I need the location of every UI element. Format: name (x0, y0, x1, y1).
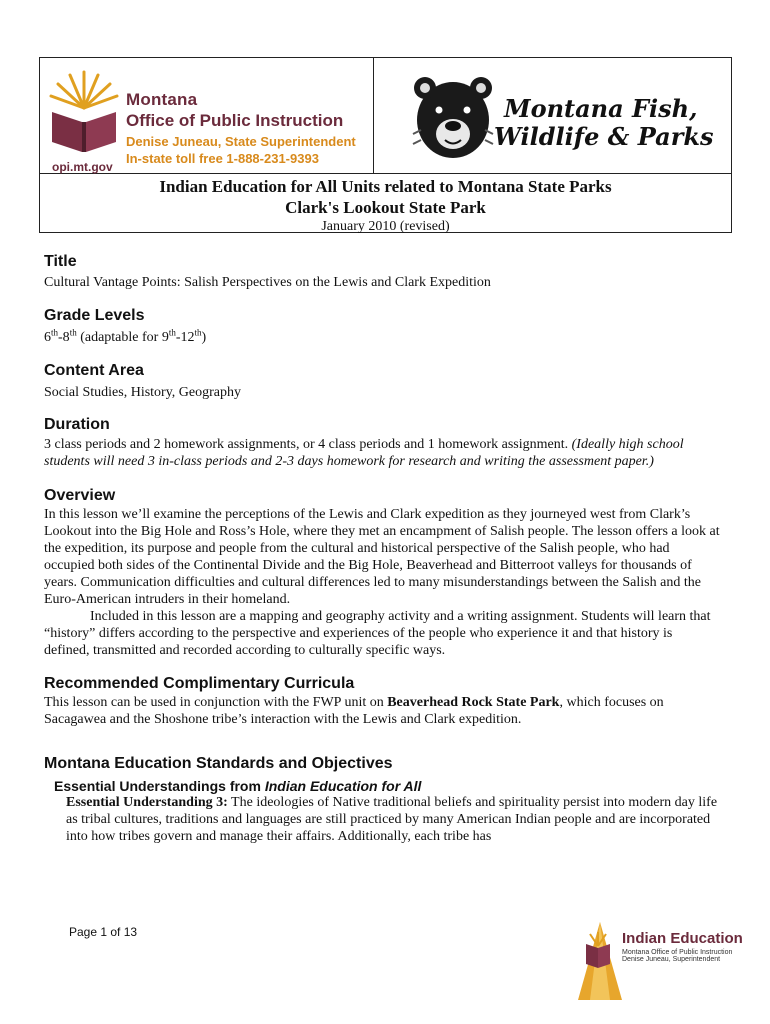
section-heading: Title (44, 253, 77, 270)
ie-subtitle: Montana Office of Public Instruction (622, 949, 733, 956)
section-body: 3 class periods and 2 homework assignments, or 4 class periods and 1 homework assignment. (Ideally high school students will need 3 in-class periods and 2-3 days homework for research and writing the assessment paper.) (44, 437, 684, 469)
section-duration (44, 415, 720, 470)
section-heading: Overview (44, 487, 116, 504)
fwp-line2: Wildlife & Parks (494, 122, 714, 151)
section-title (44, 252, 720, 291)
doc-subtitle: Clark's Lookout State Park (285, 198, 486, 217)
ie-text (622, 930, 743, 963)
doc-date: January 2010 (revised) (321, 219, 450, 234)
section-standards (44, 754, 720, 845)
opi-superintendent: Denise Juneau, State Superintendent (126, 134, 356, 149)
section-heading: Duration (44, 416, 110, 433)
indian-education-logo (574, 916, 744, 1006)
section-heading: Montana Education Standards and Objectives (44, 755, 393, 772)
essential-understanding: Essential Understanding 3: The ideologies of Native traditional beliefs and spirituality persist into modern day life as tribal cultures, traditions and languages are still practiced by many American Indian people and are incorporated into how tribes govern and manage their affairs. Additionally, each tribe has (66, 795, 718, 844)
title-block (40, 174, 731, 235)
section-content-area (44, 361, 720, 401)
content (44, 252, 720, 845)
opi-logo[interactable] (46, 68, 366, 174)
header-box (39, 57, 732, 233)
fwp-logo[interactable] (407, 70, 727, 170)
overview-paragraph-1: In this lesson we’ll examine the perceptions of the Lewis and Clark expedition as they journeyed west from Clark’s Lookout into the Big Hole and Ross’s Hole, where they met an encampment of Salish people. The lesson offers a look at the expedition, its purpose and people from the cultural and historical perspective of the Salish people, who had occupied both sides of the Continental Divide and the Big Hole, Beaverhead and Bitterroot valleys for thousands of years. Communication difficulties and cultural differences led to many misunderstandings between the Salish and the Euro-American intruders in their homeland. (44, 507, 720, 607)
opi-name: Montana (126, 90, 198, 109)
section-heading: Content Area (44, 362, 144, 379)
doc-title: Indian Education for All Units related to Montana State Parks (159, 177, 612, 196)
opi-text (126, 90, 356, 166)
divider (373, 58, 374, 174)
section-body: This lesson can be used in conjunction with the FWP unit on Beaverhead Rock State Park, which focuses on Sacagawea and the Shoshone tribe’s interaction with the Lewis and Clark expedition. (44, 695, 664, 727)
fwp-wordmark (494, 94, 714, 151)
section-grade (44, 306, 720, 346)
section-heading: Recommended Complimentary Curricula (44, 675, 355, 692)
section-body: Social Studies, History, Geography (44, 385, 242, 400)
page-number: Page 1 of 13 (69, 925, 138, 939)
subheading: Essential Understandings from Indian Education for All (54, 778, 422, 794)
bear-icon (407, 70, 499, 162)
opi-phone: In-state toll free 1-888-231-9393 (126, 151, 319, 166)
opi-office: Office of Public Instruction (126, 111, 344, 130)
section-overview (44, 486, 720, 659)
section-recommended (44, 674, 720, 728)
section-body: 6th-8th (adaptable for 9th-12th) (44, 327, 207, 345)
tipi-icon (574, 916, 624, 1006)
logo-row (40, 58, 731, 174)
fwp-line1: Montana Fish, (504, 94, 698, 123)
ie-title: Indian Education (622, 930, 743, 947)
overview-paragraph-2: Included in this lesson are a mapping and geography activity and a writing assignment. Students will learn that “history” differs according to the perspective and experiences of the people who experience it and that history is defined, transmitted and recorded according to culturally specific ways. (44, 609, 711, 658)
section-body: Cultural Vantage Points: Salish Perspectives on the Lewis and Clark Expedition (44, 275, 491, 290)
section-heading: Grade Levels (44, 307, 145, 324)
ie-superintendent: Denise Juneau, Superintendent (622, 956, 721, 963)
opi-book-icon (46, 68, 122, 156)
opi-url[interactable]: opi.mt.gov (52, 160, 113, 174)
